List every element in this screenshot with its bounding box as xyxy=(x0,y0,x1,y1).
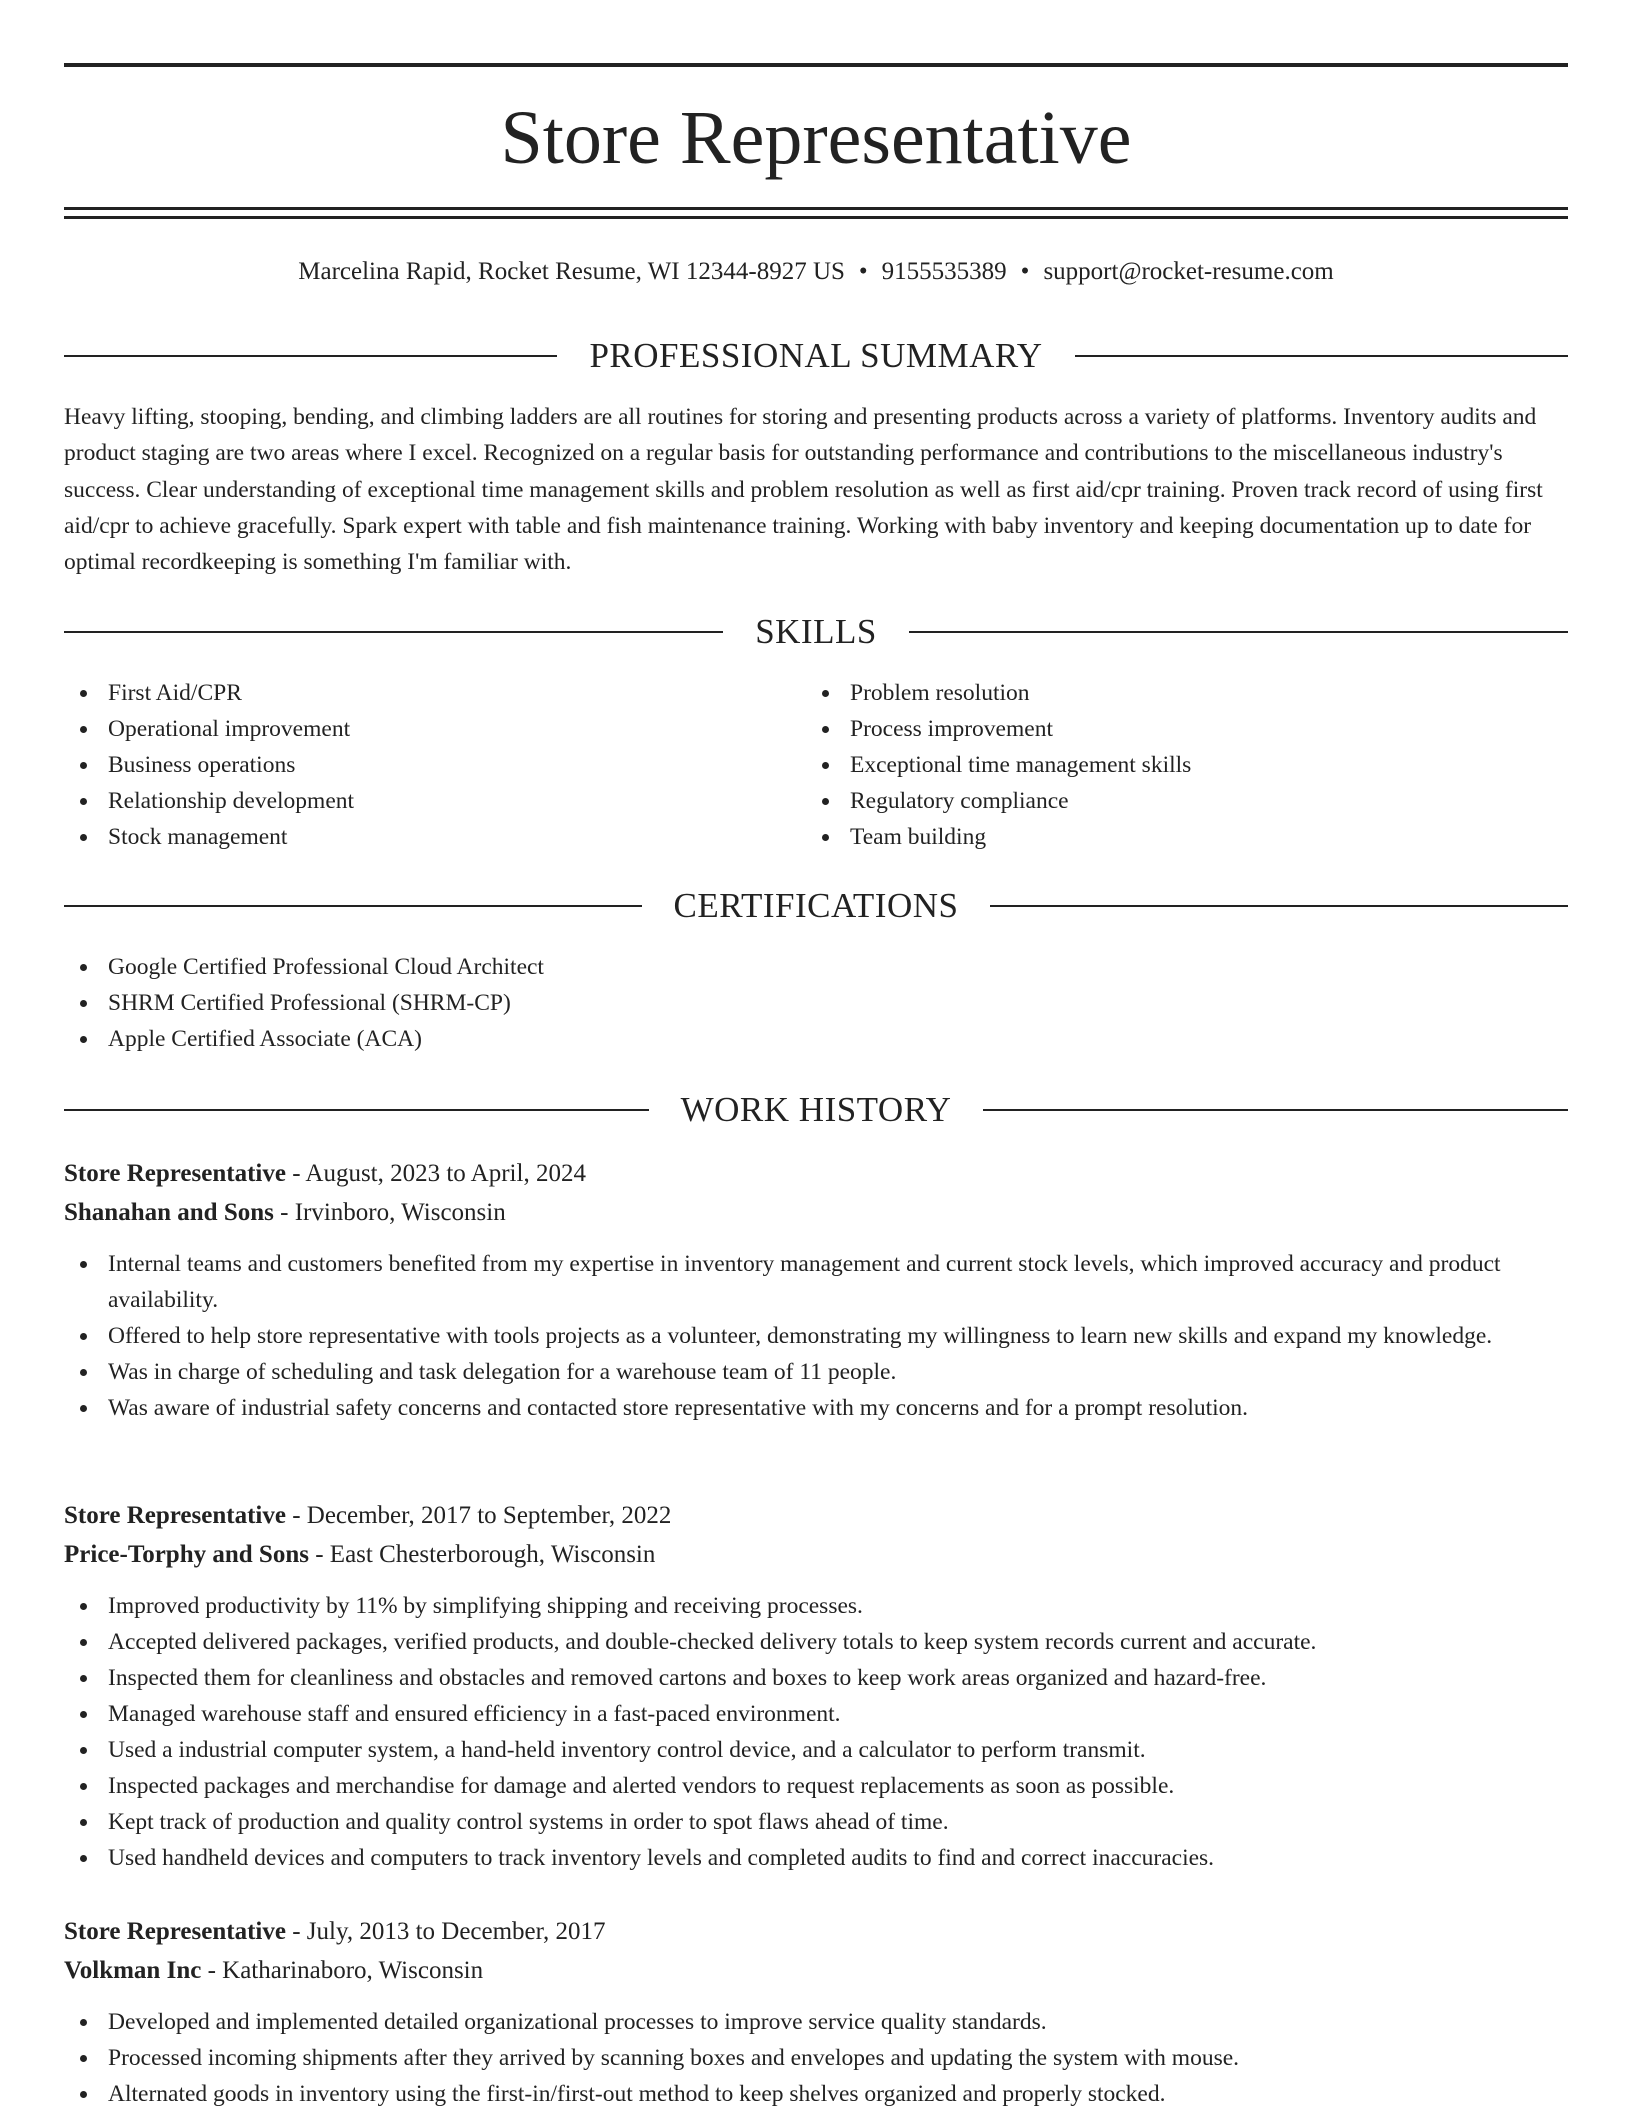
certification-item: Google Certified Professional Cloud Architect xyxy=(64,949,1064,985)
job-bullet: Was aware of industrial safety concerns and contacted store representative with my concerns and for a prompt resolution. xyxy=(64,1390,1568,1426)
heading-rule-left xyxy=(64,1109,649,1111)
job-role-line xyxy=(64,1154,1568,1193)
job-company-line xyxy=(64,1193,1568,1232)
skill-item: Regulatory compliance xyxy=(806,783,1566,819)
contact-email: support@rocket-resume.com xyxy=(1043,258,1334,285)
resume-title: Store Representative xyxy=(500,96,1132,180)
job-entry xyxy=(64,1496,1568,1876)
job-bullet: Used handheld devices and computers to track inventory levels and completed audits to find and correct inaccuracies. xyxy=(64,1840,1568,1876)
work-history-heading-label: WORK HISTORY xyxy=(680,1090,952,1129)
contact-separator: • xyxy=(858,258,868,285)
heading-rule-left xyxy=(64,905,642,907)
job-dates: - July, 2013 to December, 2017 xyxy=(285,1918,606,1945)
job-location: - Katharinaboro, Wisconsin xyxy=(201,1957,484,1984)
job-company: Shanahan and Sons xyxy=(64,1199,274,1226)
job-bullet: Developed and implemented detailed organizational processes to improve service quality standards. xyxy=(64,2004,1568,2040)
job-bullet: Kept track of production and quality control systems in order to spot flaws ahead of time. xyxy=(64,1804,1568,1840)
contact-line xyxy=(64,255,1568,289)
job-bullet: Improved productivity by 11% by simplifying shipping and receiving processes. xyxy=(64,1588,1568,1624)
job-bullet: Alternated goods in inventory using the first-in/first-out method to keep shelves organized and properly stocked. xyxy=(64,2076,1568,2112)
job-role-line xyxy=(64,1912,1568,1951)
job-bullet: Was in charge of scheduling and task delegation for a warehouse team of 11 people. xyxy=(64,1354,1568,1390)
heading-rule-right xyxy=(909,631,1568,633)
job-bullet: Accepted delivered packages, verified products, and double-checked delivery totals to keep system records current and accurate. xyxy=(64,1624,1568,1660)
job-bullets xyxy=(64,1246,1568,1426)
summary-heading xyxy=(64,334,1568,378)
skills-heading-label: SKILLS xyxy=(755,612,877,651)
skill-item: Business operations xyxy=(64,747,764,783)
job-role: Store Representative xyxy=(64,1160,286,1187)
heading-rule-left xyxy=(64,355,557,357)
certifications-heading xyxy=(64,884,1568,928)
skill-item: Operational improvement xyxy=(64,711,764,747)
job-bullet: Inspected packages and merchandise for damage and alerted vendors to request replacements as soon as possible. xyxy=(64,1768,1568,1804)
contact-address: Marcelina Rapid, Rocket Resume, WI 12344-8927 US xyxy=(298,258,845,285)
summary-heading-label: PROFESSIONAL SUMMARY xyxy=(589,336,1043,375)
job-bullet: Used a industrial computer system, a hand-held inventory control device, and a calculator to perform transmit. xyxy=(64,1732,1568,1768)
skill-item: Team building xyxy=(806,819,1566,855)
job-dates: - December, 2017 to September, 2022 xyxy=(285,1502,672,1529)
job-bullets xyxy=(64,2004,1568,2112)
job-company-line xyxy=(64,1951,1568,1990)
certification-item: SHRM Certified Professional (SHRM-CP) xyxy=(64,985,1064,1021)
job-role-line xyxy=(64,1496,1568,1535)
heading-rule-left xyxy=(64,631,723,633)
heading-rule-right xyxy=(983,1109,1568,1111)
job-bullet: Managed warehouse staff and ensured efficiency in a fast-paced environment. xyxy=(64,1696,1568,1732)
job-location: - East Chesterborough, Wisconsin xyxy=(308,1541,656,1568)
title-rule-upper xyxy=(64,207,1568,210)
job-location: - Irvinboro, Wisconsin xyxy=(273,1199,506,1226)
skill-item: First Aid/CPR xyxy=(64,675,764,711)
summary-text: Heavy lifting, stooping, bending, and climbing ladders are all routines for storing and presenting products across a variety of platforms. Inventory audits and product staging are two areas where I excel. Recognized on a regular basis for outstanding performance and contributions to the miscellaneous industry's success. Clear understanding of exceptional time management skills and problem resolution as well as first aid/cpr training. Proven track record of using first aid/cpr to achieve gracefully. Spark expert with table and fish maintenance training. Working with baby inventory and keeping documentation up to date for optimal recordkeeping is something I'm familiar with. xyxy=(64,404,1543,576)
job-bullet: Inspected them for cleanliness and obstacles and removed cartons and boxes to keep work areas organized and hazard-free. xyxy=(64,1660,1568,1696)
contact-separator: • xyxy=(1020,258,1030,285)
job-dates: - August, 2023 to April, 2024 xyxy=(285,1160,586,1187)
work-history-heading xyxy=(64,1088,1568,1132)
heading-rule-right xyxy=(1075,355,1568,357)
contact-phone: 9155535389 xyxy=(881,258,1007,285)
job-role: Store Representative xyxy=(64,1918,286,1945)
job-bullet: Internal teams and customers benefited from my expertise in inventory management and current stock levels, which improved accuracy and product availability. xyxy=(64,1246,1568,1318)
job-bullet: Processed incoming shipments after they arrived by scanning boxes and envelopes and updating the system with mouse. xyxy=(64,2040,1568,2076)
job-company: Volkman Inc xyxy=(64,1957,202,1984)
job-bullets xyxy=(64,1588,1568,1876)
skills-list-left xyxy=(64,675,764,855)
certification-item: Apple Certified Associate (ACA) xyxy=(64,1021,1064,1057)
skill-item: Exceptional time management skills xyxy=(806,747,1566,783)
title-rule-lower xyxy=(64,216,1568,219)
skills-heading xyxy=(64,610,1568,654)
certifications-heading-label: CERTIFICATIONS xyxy=(673,886,959,925)
job-entry xyxy=(64,1154,1568,1426)
top-rule xyxy=(64,63,1568,67)
job-company-line xyxy=(64,1535,1568,1574)
heading-rule-right xyxy=(990,905,1568,907)
skills-list-right xyxy=(806,675,1566,855)
job-bullet: Offered to help store representative with tools projects as a volunteer, demonstrating my willingness to learn new skills and expand my knowledge. xyxy=(64,1318,1568,1354)
skill-item: Relationship development xyxy=(64,783,764,819)
skill-item: Stock management xyxy=(64,819,764,855)
job-role: Store Representative xyxy=(64,1502,286,1529)
job-company: Price-Torphy and Sons xyxy=(64,1541,309,1568)
skill-item: Problem resolution xyxy=(806,675,1566,711)
job-entry xyxy=(64,1912,1568,2112)
skill-item: Process improvement xyxy=(806,711,1566,747)
certifications-list xyxy=(64,949,1064,1057)
